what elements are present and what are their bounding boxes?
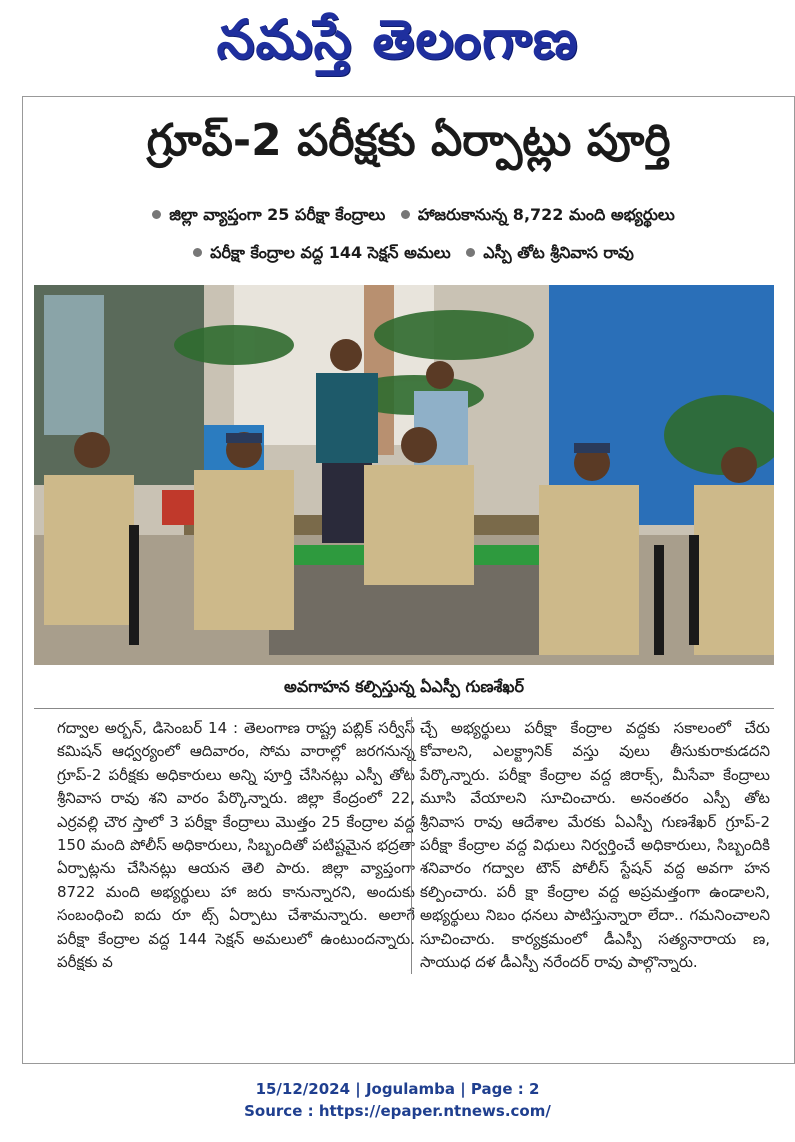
subhead-item: పరీక్షా కేంద్రాల వద్ద 144 సెక్షన్ అమలు: [210, 243, 451, 262]
subhead-row-1: [23, 205, 794, 228]
subhead-row-2: [23, 243, 794, 266]
page-footer: [0, 1078, 795, 1122]
bullet-icon: [152, 210, 161, 219]
source-link[interactable]: Source : https://epaper.ntnews.com/: [244, 1102, 551, 1120]
edition-info: 15/12/2024 | Jogulamba | Page : 2: [255, 1080, 540, 1098]
subhead-item: జిల్లా వ్యాప్తంగా 25 పరీక్షా కేంద్రాలు: [169, 205, 386, 224]
police-meeting-photo: [34, 285, 774, 665]
news-photo: [34, 285, 774, 665]
bullet-icon: [466, 248, 475, 257]
masthead: [0, 0, 795, 90]
newspaper-logo: నమస్తే తెలంగాణ: [216, 8, 579, 71]
headline: గ్రూప్-2 పరీక్షకు ఏర్పాట్లు పూర్తి: [146, 115, 671, 166]
article-column-right: చ్చే అభ్యర్థులు పరీక్షా కేంద్రాల వద్దకు సకాలంలో చేరు కోవాలని, ఎలక్ట్రానిక్ వస్తు వులు తీసుకురాకుడదని పేర్కొన్నారు. పరీక్షా కేంద్రాల వద్ద జిరాక్స్, మీసేవా కేంద్రాలు మూసి వేయాలని సూచించారు. అనంతరం ఎస్పీ తోట శ్రీనివాస రావు ఆదేశాల మేరకు ఏఎస్పీ గుణశేఖర్ గ్రూప్-2 పరీక్షా కేంద్రాల వద్ద విధులు నిర్వర్తించే అధికారులు, సిబ్బందికి శనివారం గద్వాల టౌన్ పోలీస్ స్టేషన్ వద్ద అవగా హన కల్పించారు. పరీ క్షా కేంద్రాల వద్ద అప్రమత్తంగా ఉండాలని, అభ్యర్థులు నిబం ధనలు పాటిస్తున్నారా లేదా.. గమనించాలని సూచించారు. కార్యక్రమంలో డీఎస్పీ సత్యనారాయ ణ, సాయుధ దళ డీఎస్పీ నరేందర్ రావు పాల్గొన్నారు.: [411, 717, 770, 974]
news-clipping: [22, 96, 795, 1064]
photo-caption: అవగాహన కల్పిస్తున్న ఏఎస్పీ గుణశేఖర్: [34, 677, 774, 709]
article-column-left: గద్వాల అర్బన్, డిసెంబర్ 14 : తెలంగాణ రాష్ట్ర పబ్లిక్ సర్వీస్ కమిషన్ ఆధ్వర్యంలో ఆదివారం, సోమ వారాల్లో జరగనున్న గ్రూప్-2 పరీక్షకు అధికారులు అన్ని పూర్తి చేసినట్లు ఎస్పీ తోట శ్రీనివాస రావు శని వారం పేర్కొన్నారు. జిల్లా కేంద్రంలో 22, ఎర్రవల్లి చౌర స్తాలో 3 పరీక్షా కేంద్రాలు మొత్తం 25 కేంద్రాల వద్ద 150 మంది పోలీస్ అధికారులు, సిబ్బందితో పటిష్టమైన భద్రతా ఏర్పాట్లను చేసినట్లు ఆయన తెలి పారు. జిల్లా వ్యాప్తంగా 8722 మంది అభ్యర్థులు హా జరు కానున్నారని, అందుకు సంబంధించి ఐదు రూ ట్స్ ఏర్పాటు చేశామన్నారు. అలాగే పరీక్షా కేంద్రాల వద్ద 144 సెక్షన్ అమలులో ఉంటుందన్నారు. పరీక్షకు వ: [57, 719, 415, 972]
subhead-item: ఎస్పీ తోట శ్రీనివాస రావు: [483, 243, 634, 262]
subhead-item: హాజరుకానున్న 8,722 మంది అభ్యర్థులు: [417, 205, 675, 224]
bullet-icon: [401, 210, 410, 219]
bullet-icon: [193, 248, 202, 257]
